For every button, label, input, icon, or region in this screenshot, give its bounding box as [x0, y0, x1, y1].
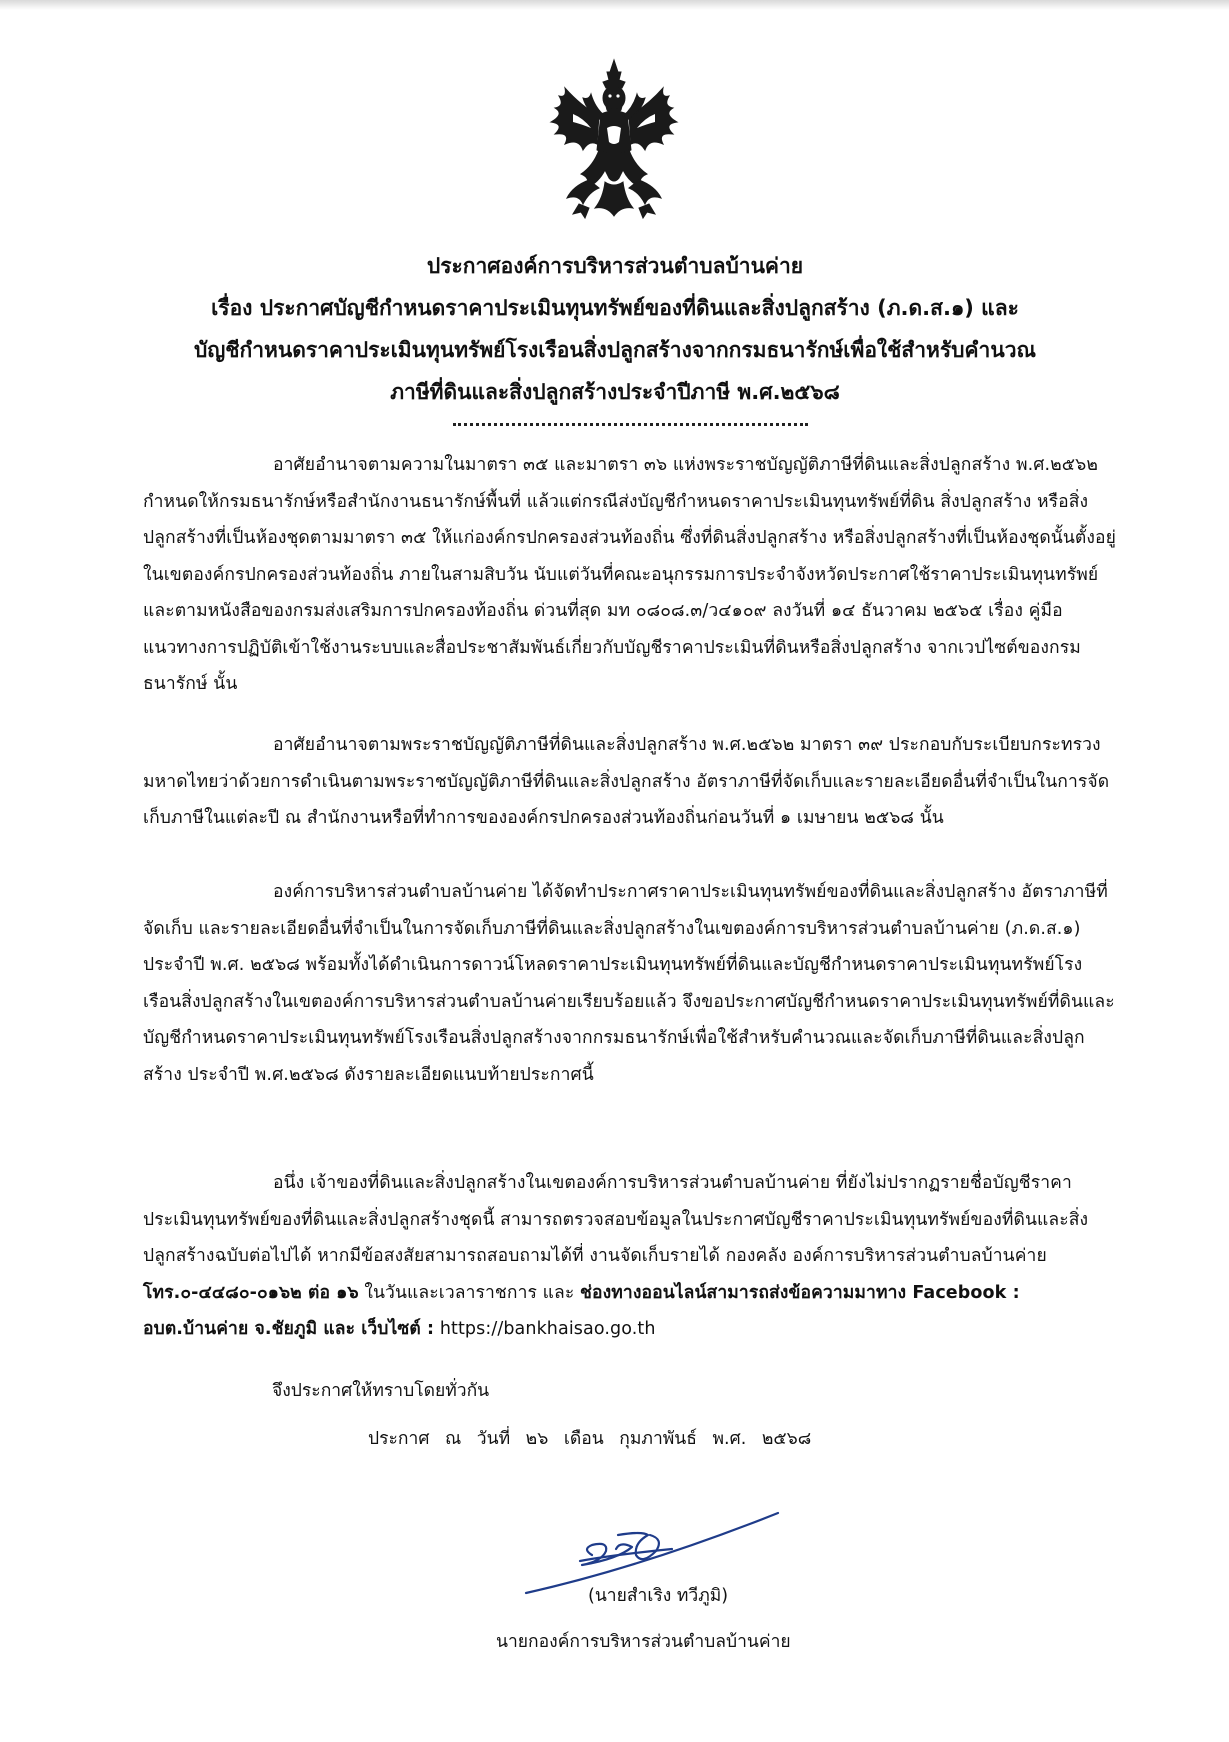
announcement-date: ประกาศ ณ วันที่ ๒๖ เดือน กุมภาพันธ์ พ.ศ. ๒๕๖๘ — [368, 1429, 812, 1449]
phone-number: โทร.๐-๔๔๘๐-๐๑๖๒ ต่อ ๑๖ — [143, 1282, 359, 1303]
online-channel-text: ช่องทางออนไลน์สามารถส่งข้อความมาทาง Facebook : อบต.บ้านค่าย จ.ชัยภูมิ และ เว็บไซต์ : — [143, 1282, 1020, 1339]
announcement-subject-line-3: ภาษีที่ดินและสิ่งปลูกสร้างประจำปีภาษี พ.ศ.๒๕๖๘ — [390, 380, 840, 404]
scan-edge-shadow — [0, 0, 1229, 10]
office-hours-text: ในวันและเวลาราชการ และ — [358, 1282, 581, 1303]
website-link[interactable]: https://bankhaisao.go.th — [434, 1319, 656, 1339]
announcement-subject-line-1: เรื่อง ประกาศบัญชีกำหนดราคาประเมินทุนทรัพย์ของที่ดินและสิ่งปลูกสร้าง (ภ.ด.ส.๑) และ — [211, 296, 1019, 320]
contact-info-text: อนึ่ง เจ้าของที่ดินและสิ่งปลูกสร้างในเขตองค์การบริหารส่วนตำบลบ้านค่าย ที่ยังไม่ปรากฏรายชื่อบัญชีราคาประเมินทุนทรัพย์ของที่ดินและสิ่งปลูกสร้างชุดนี้ สามารถตรวจสอบข้อมูลในประกาศบัญชีราคาประเมินทุนทรัพย์ของที่ดินและสิ่งปลูกสร้างฉบับต่อไปได้ หากมีข้อสงสัยสามารถสอบถามได้ที่ งานจัดเก็บรายได้ กองคลัง องค์การบริหารส่วนตำบลบ้านค่าย — [143, 1173, 1089, 1266]
dotted-divider — [453, 423, 808, 426]
signer-title: นายกองค์การบริหารส่วนตำบลบ้านค่าย — [496, 1632, 791, 1652]
body-paragraph-4 — [143, 1165, 1118, 1348]
signer-name: (นายสำเริง ทวีภูมิ) — [588, 1586, 729, 1606]
closing-announce: จึงประกาศให้ทราบโดยทั่วกัน — [272, 1381, 490, 1401]
body-paragraph-2: อาศัยอำนาจตามพระราชบัญญัติภาษีที่ดินและสิ่งปลูกสร้าง พ.ศ.๒๕๖๒ มาตรา ๓๙ ประกอบกับระเบียบกระทรวงมหาดไทยว่าด้วยการดำเนินตามพระราชบัญญัติภาษีที่ดินและสิ่งปลูกสร้าง อัตราภาษีที่จัดเก็บและรายละเอียดอื่นที่จำเป็นในการจัดเก็บภาษีในแต่ละปี ณ สำนักงานหรือที่ทำการขององค์กรปกครองส่วนท้องถิ่นก่อนวันที่ ๑ เมษายน ๒๕๖๘ นั้น — [143, 735, 1110, 828]
garuda-emblem-icon — [543, 58, 685, 220]
body-paragraph-1: อาศัยอำนาจตามความในมาตรา ๓๕ และมาตรา ๓๖ แห่งพระราชบัญญัติภาษีที่ดินและสิ่งปลูกสร้าง พ.ศ.๒๕๖๒ กำหนดให้กรมธนารักษ์หรือสำนักงานธนารักษ์พื้นที่ แล้วแต่กรณีส่งบัญชีกำหนดราคาประเมินทุนทรัพย์ที่ดิน สิ่งปลูกสร้าง หรือสิ่งปลูกสร้างที่เป็นห้องชุดตามมาตรา ๓๕ ให้แก่องค์กรปกครองส่วนท้องถิ่น ซึ่งที่ดินสิ่งปลูกสร้าง หรือสิ่งปลูกสร้างที่เป็นห้องชุดนั้นตั้งอยู่ในเขตองค์กรปกครองส่วนท้องถิ่น ภายในสามสิบวัน นับแต่วันที่คณะอนุกรรมการประจำจังหวัดประกาศใช้ราคาประเมินทุนทรัพย์ และตามหนังสือของกรมส่งเสริมการปกครองท้องถิ่น ด่วนที่สุด มท ๐๘๐๘.๓/ว๔๑๐๙ ลงวันที่ ๑๔ ธันวาคม ๒๕๖๕ เรื่อง คู่มือแนวทางการปฏิบัติเข้าใช้งานระบบและสื่อประชาสัมพันธ์เกี่ยวกับบัญชีราคาประเมินที่ดินหรือสิ่งปลูกสร้าง จากเวปไซต์ของกรมธนารักษ์ นั้น — [143, 455, 1117, 694]
announcement-subject-line-2: บัญชีกำหนดราคาประเมินทุนทรัพย์โรงเรือนสิ่งปลูกสร้างจากกรมธนารักษ์เพื่อใช้สำหรับคำนวณ — [194, 338, 1036, 362]
announcement-org-title: ประกาศองค์การบริหารส่วนตำบลบ้านค่าย — [426, 254, 804, 278]
body-paragraph-3: องค์การบริหารส่วนตำบลบ้านค่าย ได้จัดทำประกาศราคาประเมินทุนทรัพย์ของที่ดินและสิ่งปลูกสร้าง อัตราภาษีที่จัดเก็บ และรายละเอียดอื่นที่จำเป็นในการจัดเก็บภาษีที่ดินและสิ่งปลูกสร้างในเขตองค์การบริหารส่วนตำบลบ้านค่าย (ภ.ด.ส.๑) ประจำปี พ.ศ. ๒๕๖๘ พร้อมทั้งได้ดำเนินการดาวน์โหลดราคาประเมินทุนทรัพย์ที่ดินและบัญชีกำหนดราคาประเมินทุนทรัพย์โรงเรือนสิ่งปลูกสร้างในเขตองค์การบริหารส่วนตำบลบ้านค่ายเรียบร้อยแล้ว จึงขอประกาศบัญชีกำหนดราคาประเมินทุนทรัพย์ที่ดินและบัญชีกำหนดราคาประเมินทุนทรัพย์โรงเรือนสิ่งปลูกสร้างจากกรมธนารักษ์เพื่อใช้สำหรับคำนวณและจัดเก็บภาษีที่ดินและสิ่งปลูกสร้าง ประจำปี พ.ศ.๒๕๖๘ ดังรายละเอียดแนบท้ายประกาศนี้ — [143, 882, 1115, 1085]
